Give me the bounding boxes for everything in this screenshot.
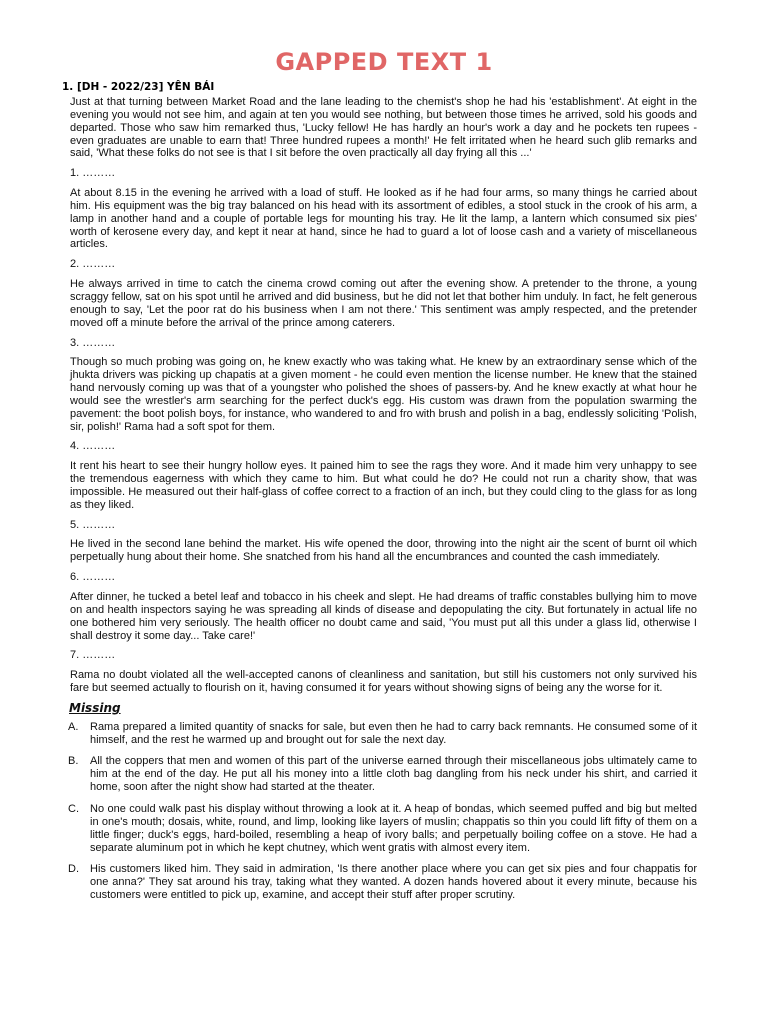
passage-paragraph: Rama no doubt violated all the well-accepted canons of cleanliness and sanitation, but still his customers not only survived his fare but seemed actually to flourish on it, having consumed it for years without showing signs of being any the worse for it. [70,669,697,695]
gap-marker: 2. ……… [70,258,116,271]
passage-content [70,96,697,911]
option-letter: C. [68,802,79,815]
gap-marker: 4. ……… [70,440,116,453]
gap-marker: 5. ……… [70,518,116,531]
option-item [68,803,697,854]
passage-paragraph: He always arrived in time to catch the cinema crowd coming out after the evening show. A pretender to the throne, a young scraggy fellow, sat on his spot until he arrived and did business, but he did not let that bother him unduly. In fact, he felt generous enough to say, 'Let the poor rat do his business when I am not there.' This sentiment was amply respected, and the pretender moved off a minute before the arrival of the prince among caterers. [70,278,697,329]
gap-marker: 1. ……… [70,167,116,180]
gap-marker: 7. ……… [70,649,116,662]
option-text: No one could walk past his display without throwing a look at it. A heap of bondas, which seemed puffed and big but melted in one's mouth; dosais, white, round, and limp, looking like layers of muslin; chappatis so thin you could lift fifty of them on a little finger; duck's eggs, hard-boiled, resembling a heap of ivory balls; and perpetually boiling coffee on a stove. He had a separate aluminum pot in which he kept chutney, which went gratis with almost every item. [90,802,697,854]
question-source: 1. [DH - 2022/23] YÊN BÁI [62,81,215,93]
passage-paragraph: Just at that turning between Market Road and the lane leading to the chemist's shop he had his 'establishment'. At eight in the evening you would not see him, and again at ten you would see nothing, but between those times he arrived, sold his goods and departed. Those who saw him remarked thus, 'Lucky fellow! He has hardly an hour's work a day and he pockets ten rupees - even graduates are unable to earn that! Three hundred rupees a month!' He felt irritated when he heard such glib remarks and said, 'What these folks do not see is that I sit before the oven practically all day frying all this ...' [70,96,697,160]
option-item [68,863,697,902]
option-letter: B. [68,755,79,768]
passage-paragraph: It rent his heart to see their hungry hollow eyes. It pained him to see the rags they wore. And it made him very unhappy to see the tremendous eagerness with which they came to him. But what could he do? He could not run a charity show, that was impossible. He measured out their half-glass of coffee correct to a fraction of an inch, but they could cling to the glass for as long as they liked. [70,460,697,511]
passage-paragraph: Though so much probing was going on, he knew exactly who was taking what. He knew by an extraordinary sense which of the jhukta drivers was picking up chapatis at a given moment - he could even mention the license number. He knew that the stained hand nervously coming up was that of a youngster who polished the shoes of passers-by. And he knew exactly at what hour he would see the wrestler's arm searching for the perfect duck's egg. His custom was drawn from the population swarming the pavement: the boot polish boys, for instance, who wandered to and fro with brush and polish in a bag, endlessly soliciting 'Polish, sir, polish!' Rama had a soft spot for them. [70,356,697,433]
gap-marker: 3. ……… [70,336,116,349]
passage-paragraph: At about 8.15 in the evening he arrived with a load of stuff. He looked as if he had four arms, so many things he carried about him. His equipment was the big tray balanced on his head with its assortment of edibles, a stool stuck in the crook of his arm, a lamp in another hand and a couple of portable legs for mounting his tray. He lit the lamp, a lantern which consumed six pies' worth of kerosene every day, and kept it near at hand, since he had to guard a lot of loose cash and a variety of miscellaneous articles. [70,187,697,251]
missing-heading: Missing [69,700,121,715]
option-letter: A. [68,720,79,733]
option-text: All the coppers that men and women of this part of the universe earned through their miscellaneous jobs ultimately came to him at the end of the day. He put all his money into a little cloth bag dangling from his neck under his shirt, and carried it home, soon after the night show had started at the theater. [90,755,697,794]
option-text: Rama prepared a limited quantity of snacks for sale, but even then he had to carry back remnants. He consumed some of it himself, and the rest he warmed up and brought out for sale the next day. [90,720,697,746]
gap-marker: 6. ……… [70,571,116,584]
page-title: GAPPED TEXT 1 [275,48,493,76]
option-item [68,755,697,794]
passage-paragraph: He lived in the second lane behind the market. His wife opened the door, throwing into the night air the scent of burnt oil which perpetually hung about their home. She snatched from his hand all the encumbrances and counted the cash immediately. [70,538,697,564]
option-item [68,721,697,747]
option-letter: D. [68,863,79,876]
option-text: His customers liked him. They said in admiration, 'Is there another place where you can get six pies and four chappatis for one anna?' They sat around his tray, taking what they wanted. A dozen hands hovered about it every minute, because his customers were entitled to pick up, examine, and accept their stuff after proper scrutiny. [90,863,697,902]
passage-paragraph: After dinner, he tucked a betel leaf and tobacco in his cheek and slept. He had dreams of traffic constables bullying him to move on and health inspectors saying he was spreading all kinds of disease and depopulating the city. But fortunately in actual life no one bothered him very seriously. The health officer no doubt came and said, 'You must put all this under a glass lid, otherwise I shall destroy it some day... Take care!' [70,591,697,642]
